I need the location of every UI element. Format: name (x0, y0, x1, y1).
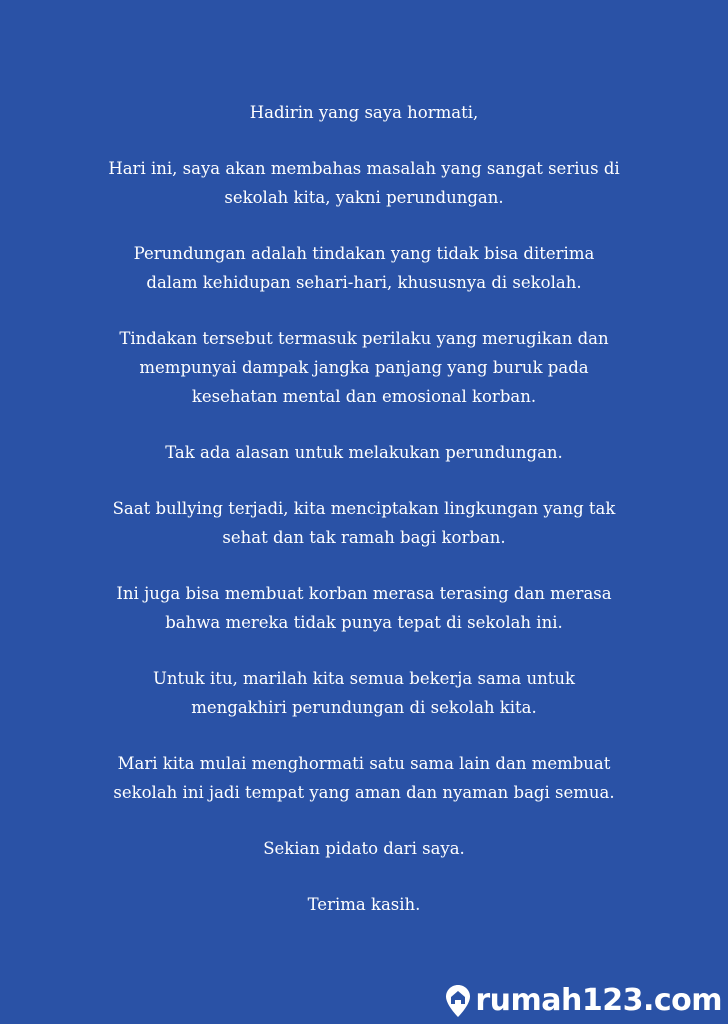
paragraph (0, 664, 728, 722)
text-line: mempunyai dampak jangka panjang yang buruk pada (139, 358, 589, 377)
text-line: sekolah kita, yakni perundungan. (224, 188, 504, 207)
text-line: Sekian pidato dari saya. (263, 839, 465, 858)
paragraph (0, 154, 728, 212)
paragraph (0, 239, 728, 297)
paragraph (0, 98, 728, 127)
location-pin-house-icon (445, 984, 471, 1018)
text-line: Tak ada alasan untuk melakukan perundungan. (165, 443, 563, 462)
text-line: bahwa mereka tidak punya tepat di sekolah ini. (165, 613, 563, 632)
paragraph (0, 438, 728, 467)
paragraph (0, 324, 728, 411)
text-line: Perundungan adalah tindakan yang tidak bisa diterima (133, 244, 595, 263)
text-line: dalam kehidupan sehari-hari, khususnya di sekolah. (146, 273, 582, 292)
text-line: mengakhiri perundungan di sekolah kita. (191, 698, 537, 717)
rumah123-logo (445, 983, 722, 1018)
paragraph (0, 494, 728, 552)
text-line: Tindakan tersebut termasuk perilaku yang merugikan dan (119, 329, 609, 348)
text-line: sehat dan tak ramah bagi korban. (222, 528, 506, 547)
logo-text: rumah123.com (475, 983, 722, 1018)
text-line: Hari ini, saya akan membahas masalah yang sangat serius di (108, 159, 620, 178)
paragraph (0, 579, 728, 637)
text-line: Mari kita mulai menghormati satu sama lain dan membuat (117, 754, 611, 773)
text-line: Saat bullying terjadi, kita menciptakan lingkungan yang tak (112, 499, 616, 518)
text-line: Terima kasih. (307, 895, 421, 914)
paragraph (0, 890, 728, 919)
speech-text (0, 98, 728, 946)
text-line: Ini juga bisa membuat korban merasa terasing dan merasa (116, 584, 612, 603)
text-line: Hadirin yang saya hormati, (249, 103, 479, 122)
paragraph (0, 834, 728, 863)
paragraph (0, 749, 728, 807)
text-line: kesehatan mental dan emosional korban. (191, 387, 537, 406)
text-line: sekolah ini jadi tempat yang aman dan nyaman bagi semua. (113, 783, 615, 802)
text-line: Untuk itu, marilah kita semua bekerja sama untuk (153, 669, 575, 688)
